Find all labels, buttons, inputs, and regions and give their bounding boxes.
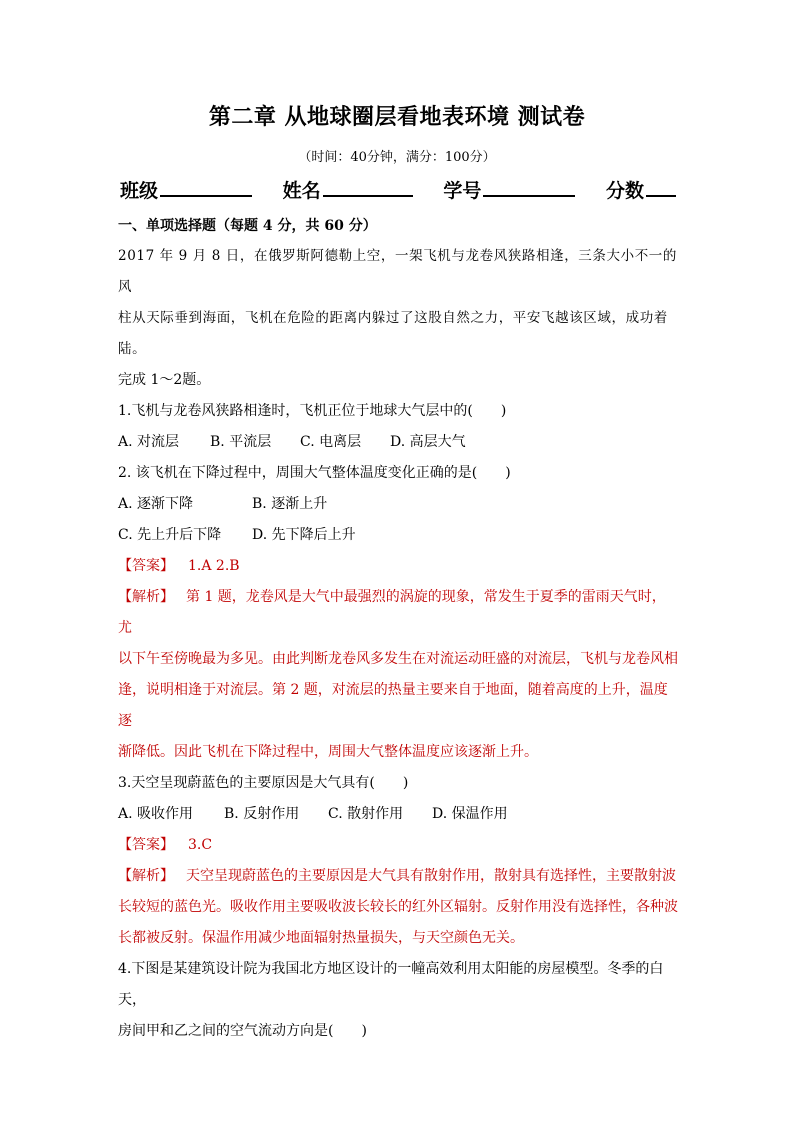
analysis-line: 长较短的蓝色光。吸收作用主要吸收波长较长的红外区辐射。反射作用没有选择性，各种波 (118, 899, 678, 915)
passage-line: 2017 年 9 月 8 日，在俄罗斯阿德勒上空，一架飞机与龙卷风狭路相逢，三条大小不一的风 (118, 248, 677, 295)
page-title: 第二章 从地球圈层看地表环境 测试卷 (208, 104, 586, 130)
answer-tag: 【答案】 (118, 558, 174, 574)
name-field (283, 176, 413, 203)
option: B. 逐渐上升 (252, 496, 328, 512)
question-4: 4.下图是某建筑设计院为我国北方地区设计的一幢高效利用太阳能的房屋模型。冬季的白天， (118, 961, 664, 1008)
option: D. 保温作用 (432, 806, 508, 822)
analysis-line: 渐降低。因此飞机在下降过程中，周围大气整体温度应该逐渐上升。 (118, 744, 538, 760)
analysis-line (118, 582, 678, 644)
section-heading: 一、单项选择题（每题 4 分，共 60 分） (118, 218, 377, 234)
analysis-text: 第 1 题，龙卷风是大气中最强烈的涡旋的现象，常发生于夏季的雷雨天气时，尤 (118, 589, 666, 636)
answer-block (118, 830, 678, 861)
question-1-options (118, 427, 678, 458)
analysis-line: 以下午至傍晚最为多见。由此判断龙卷风多发生在对流运动旺盛的对流层，飞机与龙卷风相 (118, 651, 678, 667)
answer-value: 1.A 2.B (188, 558, 240, 574)
option: B. 平流层 (210, 434, 272, 450)
option: D. 高层大气 (390, 434, 466, 450)
question-2-options-row1 (118, 489, 678, 520)
question-2: 2. 该飞机在下降过程中，周围大气整体温度变化正确的是( ) (118, 465, 511, 481)
exam-content (118, 212, 678, 1047)
answer-value: 3.C (188, 837, 213, 853)
number-field (443, 176, 575, 203)
score-blank-line (646, 177, 676, 197)
score-label: 分数 (605, 180, 644, 202)
passage-line: 柱从天际垂到海面，飞机在危险的距离内躲过了这股自然之力，平安飞越该区域，成功着陆。 (118, 310, 668, 357)
analysis-line: 长都被反射。保温作用减少地面辐射热量损失，与天空颜色无关。 (118, 930, 524, 946)
analysis-line (118, 861, 678, 892)
class-label: 班级 (120, 180, 159, 202)
exam-time-score: （时间：40分钟，满分：100分） (298, 150, 496, 165)
question-3-options (118, 799, 678, 830)
option: A. 逐渐下降 (118, 496, 194, 512)
analysis-tag: 【解析】 (118, 589, 174, 605)
class-blank-line (160, 177, 252, 197)
number-blank-line (483, 177, 575, 197)
name-label: 姓名 (282, 180, 321, 202)
analysis-line: 逢，说明相逢于对流层。第 2 题，对流层的热量主要来自于地面，随着高度的上升，温度逐 (118, 682, 668, 729)
analysis-tag: 【解析】 (118, 868, 174, 884)
option: A. 吸收作用 (118, 806, 194, 822)
answer-block (118, 551, 678, 582)
question-4-line: 房间甲和乙之间的空气流动方向是( ) (118, 1023, 367, 1039)
option: C. 散射作用 (328, 806, 404, 822)
option: B. 反射作用 (224, 806, 300, 822)
score-field (606, 176, 676, 203)
analysis-text: 天空呈现蔚蓝色的主要原因是大气具有散射作用，散射具有选择性，主要散射波 (186, 868, 676, 884)
name-blank-line (323, 177, 413, 197)
option: A. 对流层 (118, 434, 180, 450)
option: C. 先上升后下降 (118, 527, 222, 543)
student-info-row (120, 176, 676, 203)
option: C. 电离层 (300, 434, 362, 450)
option: D. 先下降后上升 (252, 527, 356, 543)
question-1: 1.飞机与龙卷风狭路相逢时，飞机正位于地球大气层中的( ) (118, 403, 507, 419)
question-2-options-row2 (118, 520, 678, 551)
number-label: 学号 (443, 180, 482, 202)
class-field (120, 176, 252, 203)
answer-tag: 【答案】 (118, 837, 174, 853)
passage-line: 完成 1～2题。 (118, 372, 211, 388)
question-3: 3.天空呈现蔚蓝色的主要原因是大气具有( ) (118, 775, 409, 791)
